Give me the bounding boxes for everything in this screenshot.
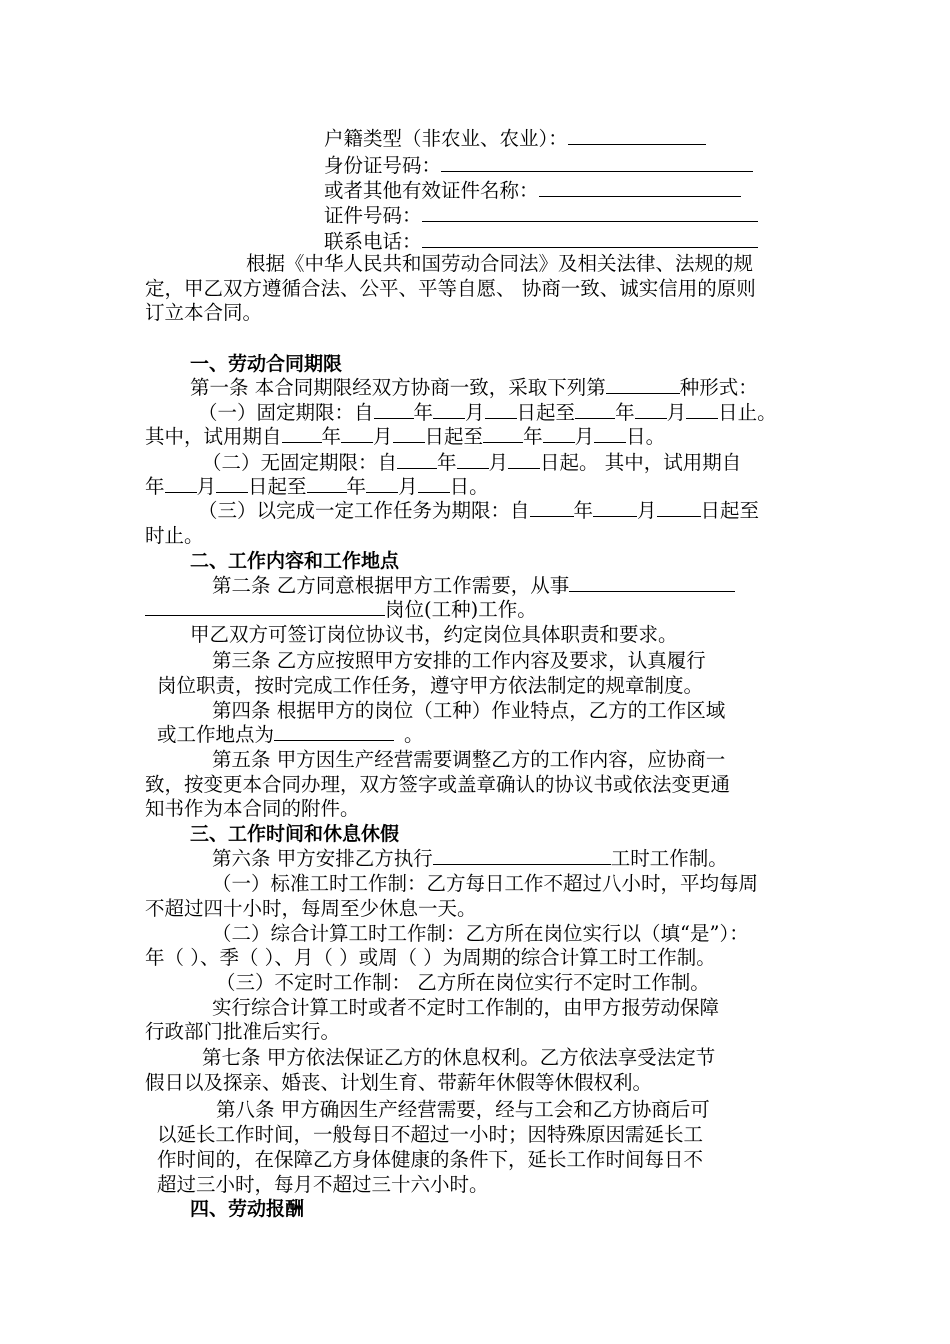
- article-4-line-2: [157, 722, 424, 748]
- article-2-note: 甲乙双方可签订岗位协议书，约定岗位具体职责和要求。: [190, 623, 678, 646]
- article-6: [212, 846, 728, 872]
- comprehensive-hours-line-1: （二）综合计算工时工作制：乙方所在岗位实行以（填“是”）：: [212, 922, 749, 945]
- article-2-text: 第二条 乙方同意根据甲方工作需要，从事: [212, 574, 570, 597]
- open-trial-label: 其中，试用期自: [598, 451, 742, 474]
- open-term-label: （二）无固定期限：自: [202, 451, 398, 474]
- article-5-line-2: 致，按变更本合同办理，双方签字或盖章确认的协议书或依法变更通: [145, 773, 731, 796]
- hukou-label: 户籍类型（非农业、农业）：: [324, 127, 568, 150]
- month-label: 月: [488, 451, 509, 474]
- article-3-line-1: 第三条 乙方应按照甲方安排的工作内容及要求，认真履行: [212, 649, 706, 672]
- date-blank[interactable]: [483, 424, 523, 443]
- article-7-line-1: 第七条 甲方依法保证乙方的休息权利。乙方依法享受法定节: [202, 1046, 716, 1069]
- date-blank[interactable]: [393, 424, 425, 443]
- article-5-line-1: 第五条 甲方因生产经营需要调整乙方的工作内容，应协商一: [212, 748, 726, 771]
- day-end-label: 日。: [449, 475, 489, 498]
- article-8-line-3: 作时间的，在保障乙方身体健康的条件下，延长工作时间每日不: [157, 1148, 704, 1171]
- year-label: 年: [573, 499, 594, 522]
- date-blank[interactable]: [594, 424, 626, 443]
- article-3-line-2: 岗位职责，按时完成工作任务，遵守甲方依法制定的规章制度。: [157, 674, 704, 697]
- work-hours-system-blank[interactable]: [433, 846, 611, 865]
- task-term-line: [198, 498, 759, 524]
- date-blank[interactable]: [686, 400, 718, 419]
- article-2-cont: [145, 597, 537, 623]
- article-7-line-2: 假日以及探亲、婚丧、计划生育、带薪年休假等休假权利。: [145, 1071, 653, 1094]
- article-4-line-1: 第四条 根据甲方的岗位（工种）作业特点，乙方的工作区域: [212, 699, 726, 722]
- date-blank[interactable]: [282, 424, 322, 443]
- hukou-blank[interactable]: [568, 126, 706, 145]
- job-blank-2[interactable]: [145, 597, 385, 616]
- cert-number-label: 证件号码：: [324, 204, 422, 227]
- month-label: 月: [398, 475, 418, 498]
- day-end-label: 日。: [626, 425, 666, 448]
- preamble-line-2: 定，甲乙双方遵循合法、公平、平等自愿、 协商一致、诚实信用的原则: [145, 277, 756, 300]
- year-label: 年: [346, 475, 367, 498]
- other-cert-label: 或者其他有效证件名称：: [324, 179, 539, 202]
- id-number-field: [324, 153, 753, 179]
- day-from-label: 日起至: [248, 475, 307, 498]
- day-end-label: 日止。: [718, 401, 777, 424]
- id-number-label: 身份证号码：: [324, 154, 442, 177]
- year-label: 年: [615, 401, 635, 424]
- date-blank[interactable]: [366, 474, 398, 493]
- article-1: [190, 375, 758, 401]
- fixed-term-line: [198, 400, 777, 426]
- section-2-heading: 二、工作内容和工作地点: [190, 550, 400, 572]
- cert-number-field: [324, 203, 758, 229]
- preamble-line-3: 订立本合同。: [145, 301, 263, 324]
- task-term-label: （三）以完成一定工作任务为期限：自: [198, 499, 530, 522]
- article-8-line-4: 超过三小时，每月不超过三十六小时。: [157, 1173, 489, 1196]
- day-start-label: 日起。: [540, 451, 599, 474]
- article-1-form-blank[interactable]: [606, 375, 680, 394]
- article-6-text-end: 工时工作制。: [610, 847, 728, 870]
- hukou-field: [324, 126, 706, 152]
- trial-label: 其中，试用期自: [145, 425, 282, 448]
- date-blank[interactable]: [530, 498, 574, 517]
- month-label: 月: [196, 475, 217, 498]
- standard-hours-line-1: （一）标准工时工作制：乙方每日工作不超过八小时，平均每周: [212, 872, 759, 895]
- open-term-line: [202, 450, 741, 476]
- year-label: 年: [321, 425, 342, 448]
- article-2: [212, 573, 735, 599]
- fixed-trial-line: [145, 424, 665, 450]
- other-cert-blank[interactable]: [539, 178, 741, 197]
- article-8-line-2: 以延长工作时间，一般每日不超过一小时；因特殊原因需延长工: [157, 1123, 704, 1146]
- year-label: 年: [145, 475, 165, 498]
- day-from-label: 日起至: [700, 499, 760, 522]
- article-6-text: 第六条 甲方安排乙方执行: [212, 847, 433, 870]
- section-4-heading: 四、劳动报酬: [190, 1198, 305, 1220]
- year-label: 年: [437, 451, 457, 474]
- year-label: 年: [523, 425, 543, 448]
- phone-label: 联系电话：: [324, 230, 422, 253]
- section-1-heading: 一、劳动合同期限: [190, 353, 343, 375]
- implementation-line-1: 实行综合计算工时或者不定时工作制的，由甲方报劳动保障: [212, 996, 720, 1019]
- date-blank[interactable]: [433, 400, 465, 419]
- work-location-label: 或工作地点为: [157, 723, 275, 746]
- article-2-text-end: 岗位(工种)工作。: [385, 598, 537, 621]
- comprehensive-hours-line-2: 年（ ）、季（ ）、月（ ）或周（ ）为周期的综合计算工时工作制。: [145, 946, 716, 969]
- date-blank[interactable]: [216, 474, 248, 493]
- date-blank[interactable]: [374, 400, 414, 419]
- day-from-label: 日起至: [424, 425, 484, 448]
- date-blank[interactable]: [418, 474, 450, 493]
- date-blank[interactable]: [165, 474, 197, 493]
- day-from-label: 日起至: [516, 401, 576, 424]
- article-5-line-3: 知书作为本合同的附件。: [145, 797, 360, 820]
- month-label: 月: [465, 401, 485, 424]
- month-label: 月: [574, 425, 595, 448]
- month-label: 月: [637, 499, 657, 522]
- date-blank[interactable]: [397, 450, 437, 469]
- open-trial-line: [145, 474, 489, 500]
- month-label: 月: [666, 401, 687, 424]
- date-blank[interactable]: [485, 400, 517, 419]
- article-1-text: 第一条 本合同期限经双方协商一致，采取下列第: [190, 376, 606, 399]
- section-3-heading: 三、工作时间和休息休假: [190, 823, 400, 845]
- task-term-line-2: 时止。: [145, 524, 204, 547]
- work-location-blank[interactable]: [274, 722, 394, 741]
- cert-number-blank[interactable]: [422, 203, 758, 222]
- implementation-line-2: 行政部门批准后实行。: [145, 1020, 341, 1043]
- article-8-line-1: 第八条 甲方确因生产经营需要，经与工会和乙方协商后可: [216, 1098, 710, 1121]
- article-1-text-end: 种形式：: [679, 376, 758, 399]
- date-blank[interactable]: [457, 450, 489, 469]
- phone-blank[interactable]: [422, 229, 758, 248]
- work-location-end: 。: [404, 723, 424, 746]
- flexible-hours-line: （三）不定时工作制： 乙方所在岗位实行不定时工作制。: [216, 971, 710, 994]
- id-number-blank[interactable]: [441, 153, 753, 172]
- date-blank[interactable]: [307, 474, 347, 493]
- year-label: 年: [413, 401, 434, 424]
- date-blank[interactable]: [543, 424, 575, 443]
- date-blank[interactable]: [341, 424, 373, 443]
- job-blank[interactable]: [569, 573, 735, 592]
- preamble-line-1: 根据《中华人民共和国劳动合同法》及相关法律、法规的规: [246, 252, 754, 275]
- date-blank[interactable]: [635, 400, 667, 419]
- other-cert-field: [324, 178, 741, 204]
- fixed-term-label: （一）固定期限：自: [198, 401, 374, 424]
- date-blank[interactable]: [508, 450, 540, 469]
- month-label: 月: [373, 425, 393, 448]
- date-blank[interactable]: [593, 498, 637, 517]
- date-blank[interactable]: [575, 400, 615, 419]
- standard-hours-line-2: 不超过四十小时，每周至少休息一天。: [145, 897, 477, 920]
- date-blank[interactable]: [657, 498, 701, 517]
